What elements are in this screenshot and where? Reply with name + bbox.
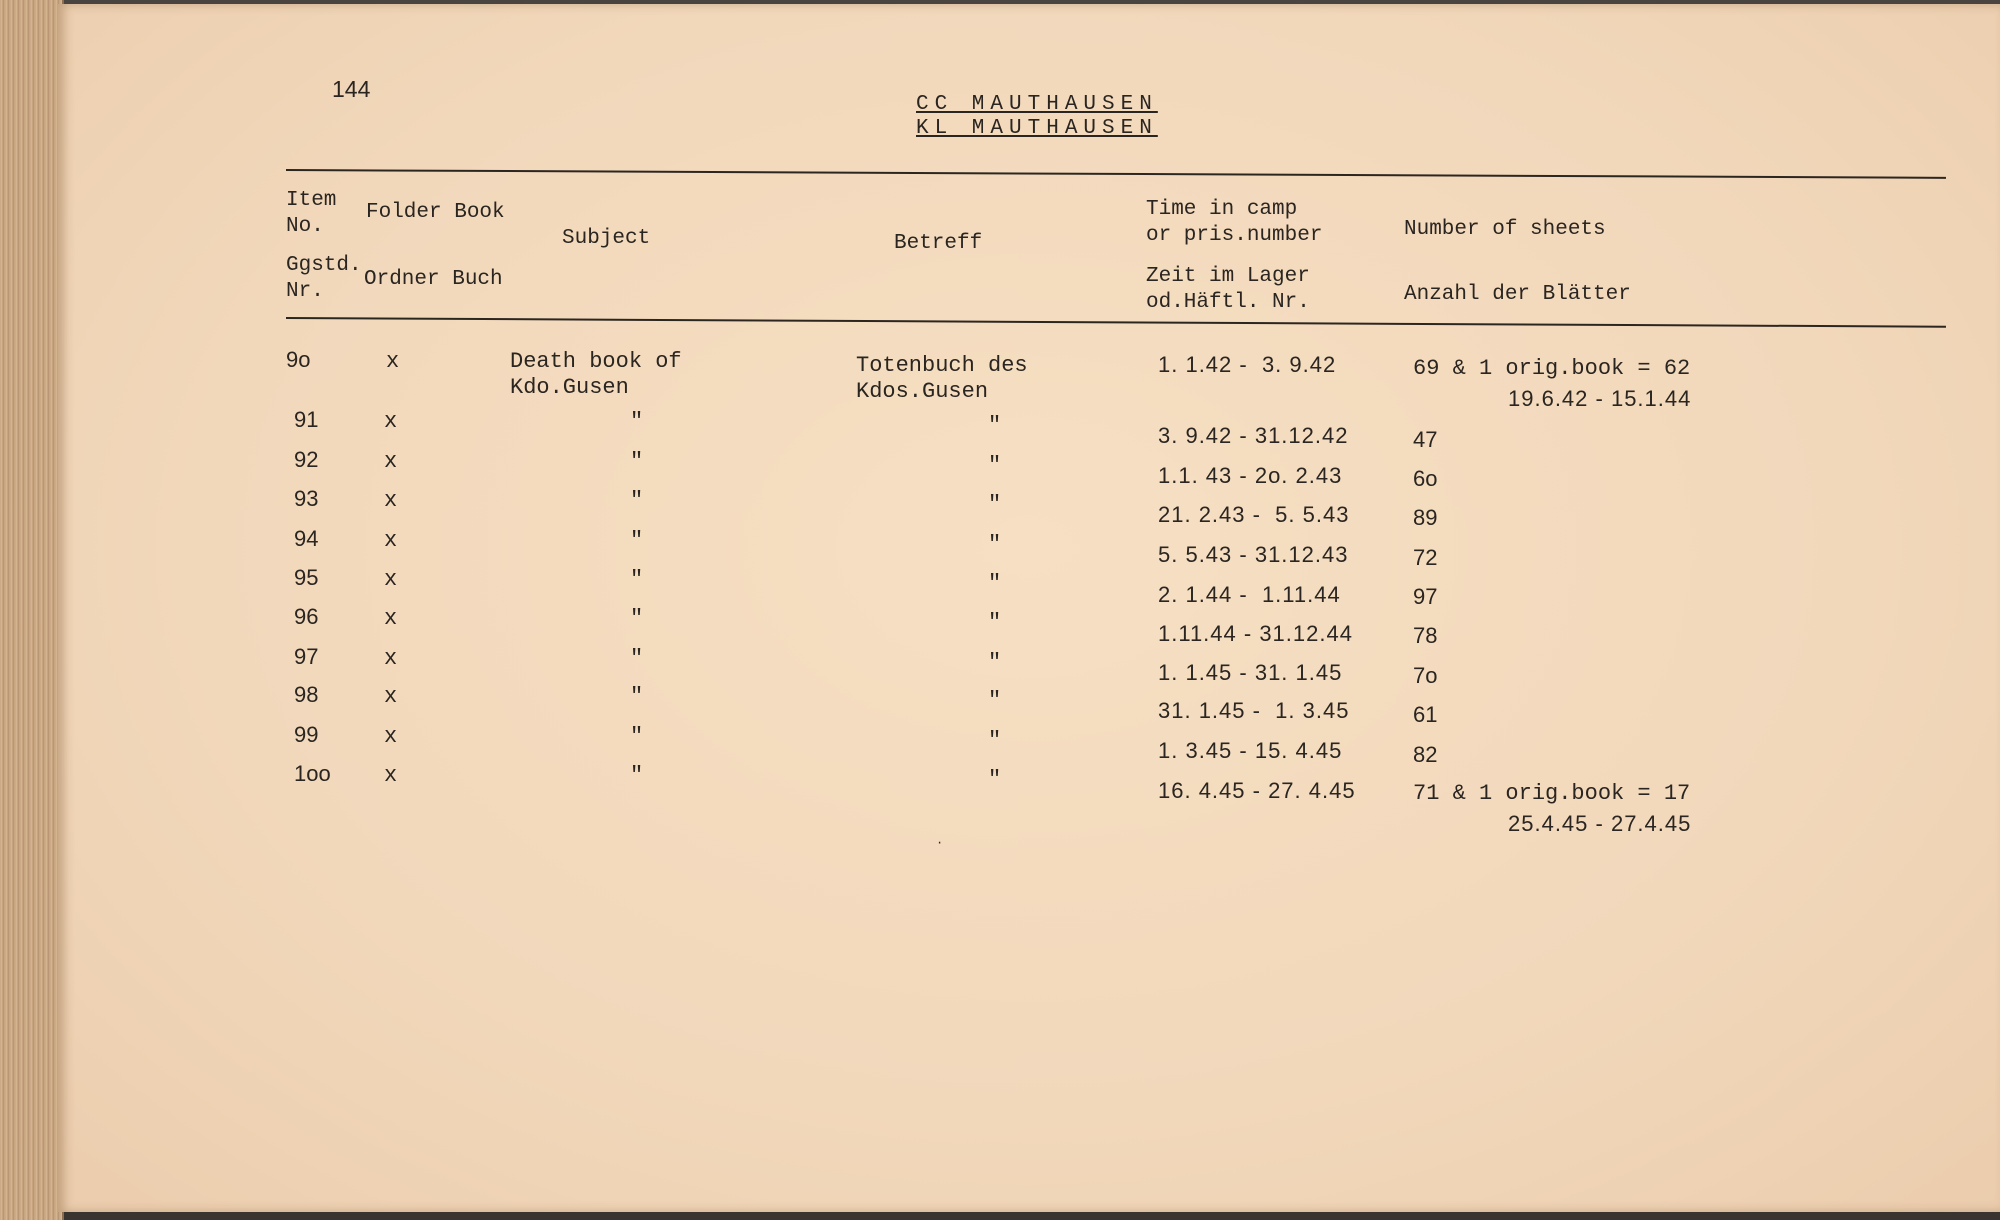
time-cell: 1. 1.45 - 31. 1.45 (1158, 660, 1343, 685)
time-cell: 5. 5.43 - 31.12.43 (1158, 542, 1349, 567)
document-sheet (58, 4, 2000, 1212)
header-sheets-de: Anzahl der Blätter (1404, 283, 1631, 306)
sheets-cell: 6o (1413, 466, 1438, 491)
subject-cell: " (630, 567, 644, 592)
subject-cell: " (630, 724, 644, 749)
sheets-cell: 47 (1413, 427, 1438, 452)
stray-mark: · (936, 836, 944, 850)
betreff-cell: " (988, 728, 1002, 753)
header-folder-de: Ordner Buch (364, 268, 503, 291)
time-cell: 16. 4.45 - 27. 4.45 (1158, 778, 1356, 803)
betreff-cell: " (988, 688, 1002, 713)
subject-cell: " (630, 528, 644, 553)
item-number: 99 (294, 722, 319, 747)
folder-mark: x (386, 349, 400, 374)
betreff-cell: " (988, 650, 1002, 675)
sheets-cell: 72 (1413, 545, 1438, 570)
sheets-note: 25.4.45 - 27.4.45 (1508, 811, 1692, 836)
sheets-cell: 78 (1413, 623, 1438, 648)
betreff-cell: " (988, 610, 1002, 635)
book-page-edges (0, 0, 64, 1220)
subject-cell: Death book of Kdo.Gusen (510, 349, 682, 400)
item-number: 9o (286, 347, 311, 372)
betreff-cell: " (988, 453, 1002, 478)
folder-mark: x (384, 606, 398, 631)
header-top-rule (286, 169, 1946, 179)
title-english: CC MAUTHAUSEN (916, 93, 1158, 116)
item-number: 94 (294, 526, 319, 551)
subject-cell: " (630, 606, 644, 631)
sheets-cell: 82 (1413, 742, 1438, 767)
subject-cell: " (630, 763, 644, 788)
header-item-de: Ggstd. Nr. (286, 254, 362, 303)
sheets-cell: 71 & 1 orig.book = 17 (1413, 781, 1691, 806)
folder-mark: x (384, 724, 398, 749)
time-cell: 31. 1.45 - 1. 3.45 (1158, 698, 1350, 723)
item-number: 1oo (294, 761, 331, 786)
subject-cell: " (630, 684, 644, 709)
subject-cell: " (630, 488, 644, 513)
betreff-cell: " (988, 571, 1002, 596)
header-time-en: Time in camp or pris.number (1146, 198, 1323, 247)
betreff-cell: " (988, 413, 1002, 438)
folder-mark: x (384, 646, 398, 671)
sheets-cell: 89 (1413, 505, 1438, 530)
folder-mark: x (384, 528, 398, 553)
folder-mark: x (384, 449, 398, 474)
item-number: 93 (294, 486, 319, 511)
item-number: 96 (294, 604, 319, 629)
time-cell: 1.1. 43 - 2o. 2.43 (1158, 463, 1343, 488)
subject-cell: " (630, 646, 644, 671)
header-folder-en: Folder Book (366, 201, 505, 224)
folder-mark: x (384, 409, 398, 434)
item-number: 95 (294, 565, 319, 590)
sheets-cell: 61 (1413, 702, 1438, 727)
header-item-en: Item No. (286, 189, 337, 238)
item-number: 92 (294, 447, 319, 472)
sheets-cell: 69 & 1 orig.book = 62 (1413, 356, 1691, 381)
time-cell: 21. 2.43 - 5. 5.43 (1158, 502, 1350, 527)
item-number: 97 (294, 644, 319, 669)
folder-mark: x (384, 763, 398, 788)
header-bottom-rule (286, 317, 1946, 328)
item-number: 98 (294, 682, 319, 707)
betreff-cell: Totenbuch des Kdos.Gusen (856, 353, 1028, 404)
header-time-de: Zeit im Lager od.Häftl. Nr. (1146, 265, 1310, 314)
time-cell: 1. 1.42 - 3. 9.42 (1158, 352, 1337, 377)
betreff-cell: " (988, 767, 1002, 792)
folder-mark: x (384, 684, 398, 709)
subject-cell: " (630, 409, 644, 434)
header-sheets-en: Number of sheets (1404, 218, 1606, 241)
sheets-note: 19.6.42 - 15.1.44 (1508, 386, 1692, 411)
betreff-cell: " (988, 532, 1002, 557)
time-cell: 2. 1.44 - 1.11.44 (1158, 582, 1341, 607)
betreff-cell: " (988, 492, 1002, 517)
time-cell: 1. 3.45 - 15. 4.45 (1158, 738, 1343, 763)
time-cell: 1.11.44 - 31.12.44 (1158, 621, 1353, 646)
title-german: KL MAUTHAUSEN (916, 117, 1158, 140)
folder-mark: x (384, 488, 398, 513)
subject-cell: " (630, 449, 644, 474)
header-subject: Subject (562, 227, 651, 250)
header-betreff: Betreff (894, 232, 983, 255)
item-number: 91 (294, 407, 319, 432)
time-cell: 3. 9.42 - 31.12.42 (1158, 423, 1349, 448)
sheets-cell: 97 (1413, 584, 1438, 609)
folder-mark: x (384, 567, 398, 592)
sheets-cell: 7o (1413, 663, 1438, 688)
page-number: 144 (332, 76, 371, 102)
